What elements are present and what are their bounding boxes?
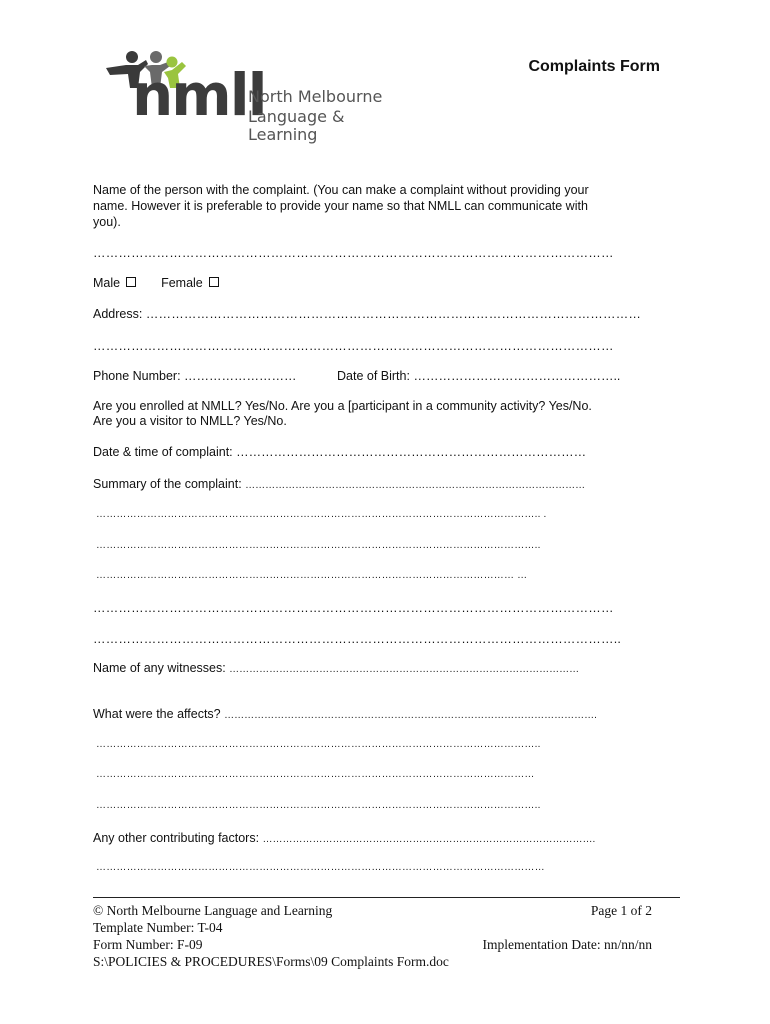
logo-wordmark: nmll (132, 61, 266, 129)
address-field-2[interactable]: …………………………………………………………………………………………………………… (93, 339, 614, 353)
footer-implementation: Implementation Date: nn/nn/nn (482, 937, 652, 952)
female-label: Female (161, 276, 203, 290)
phone-label: Phone Number: (93, 369, 185, 383)
witnesses-field[interactable]: …………………………………………………………………………………………… (229, 664, 580, 675)
datetime-row (93, 445, 586, 460)
dob-label: Date of Birth: (337, 369, 414, 383)
logo-org-line2: Language & Learning (248, 107, 345, 144)
page-title: Complaints Form (528, 58, 660, 75)
summary-field[interactable]: ………………………………………………………………………………………… (245, 480, 586, 491)
footer-form-number: Form Number: F-09 (93, 937, 203, 952)
dob-row (337, 369, 620, 384)
summary-label: Summary of the complaint: (93, 477, 246, 491)
affects-line-1[interactable]: ………………………………………………………………………………………………………………….. (96, 739, 541, 750)
summary-line-4[interactable]: …………………………………………………………………………………………………………… (93, 601, 614, 615)
affects-field[interactable]: …………………………………………………………………………………………………. (224, 710, 597, 721)
witnesses-row (93, 661, 663, 677)
footer-page: Page 1 of 2 (590, 903, 652, 918)
intro-line-2: name. However it is preferable to provide your name so that NMLL can communicate with (93, 199, 588, 213)
name-field[interactable]: …………………………………………………………………………………………………………… (93, 246, 614, 260)
footer-divider (93, 897, 680, 898)
male-label: Male (93, 276, 121, 290)
enrolled-line-2: Are you a visitor to NMLL? Yes/No. (93, 414, 287, 428)
affects-row (93, 707, 663, 723)
summary-line-3[interactable]: …………………………………………………………………………………………………………… … (96, 570, 528, 581)
summary-line-5[interactable]: …………………………………………………………………………………………………………….. (93, 632, 622, 646)
affects-label: What were the affects? (93, 707, 225, 721)
logo-org-line1: North Melbourne (248, 87, 383, 106)
nmll-logo (98, 48, 418, 144)
factors-field[interactable]: ………………………………………………………………………………………. (262, 834, 596, 845)
summary-row (93, 477, 663, 493)
intro-line-1: Name of the person with the complaint. (You can make a complaint without providing your (93, 183, 589, 197)
phone-row (93, 369, 297, 384)
summary-line-2[interactable]: ………………………………………………………………………………………………………………….. (96, 540, 541, 551)
affects-line-3[interactable]: ………………………………………………………………………………………………………………….. (96, 800, 541, 811)
summary-line-1[interactable]: ………………………………………………………………………………………………………………….. . (96, 509, 547, 520)
footer-copyright: © North Melbourne Language and Learning (93, 903, 333, 918)
female-checkbox[interactable] (209, 277, 219, 287)
intro-line-3: you). (93, 215, 121, 229)
factors-label: Any other contributing factors: (93, 831, 263, 845)
footer-path: S:\POLICIES & PROCEDURES\Forms\09 Complaints Form.doc (93, 954, 449, 969)
male-checkbox[interactable] (126, 277, 136, 287)
factors-line-1[interactable]: …………………………………………………………………………………………………………………… (96, 862, 545, 873)
witnesses-label: Name of any witnesses: (93, 661, 230, 675)
footer-template: Template Number: T-04 (93, 920, 223, 935)
factors-row (93, 831, 663, 847)
enrolled-line-1: Are you enrolled at NMLL? Yes/No. Are you a [participant in a community activity? Yes/No. (93, 399, 592, 413)
datetime-field[interactable]: ………………………………………………………………………… (236, 445, 587, 459)
gender-row (93, 276, 219, 291)
phone-field[interactable]: ……………………… (184, 369, 297, 383)
datetime-label: Date & time of complaint: (93, 445, 237, 459)
affects-line-2[interactable]: ………………………………………………………………………………………………………………… (96, 769, 535, 780)
address-label: Address: (93, 307, 146, 321)
dob-field[interactable]: ………………………………………….. (413, 369, 621, 383)
address-field[interactable]: ……………………………………………………………………………………………………… (145, 307, 642, 321)
address-row (93, 307, 670, 322)
